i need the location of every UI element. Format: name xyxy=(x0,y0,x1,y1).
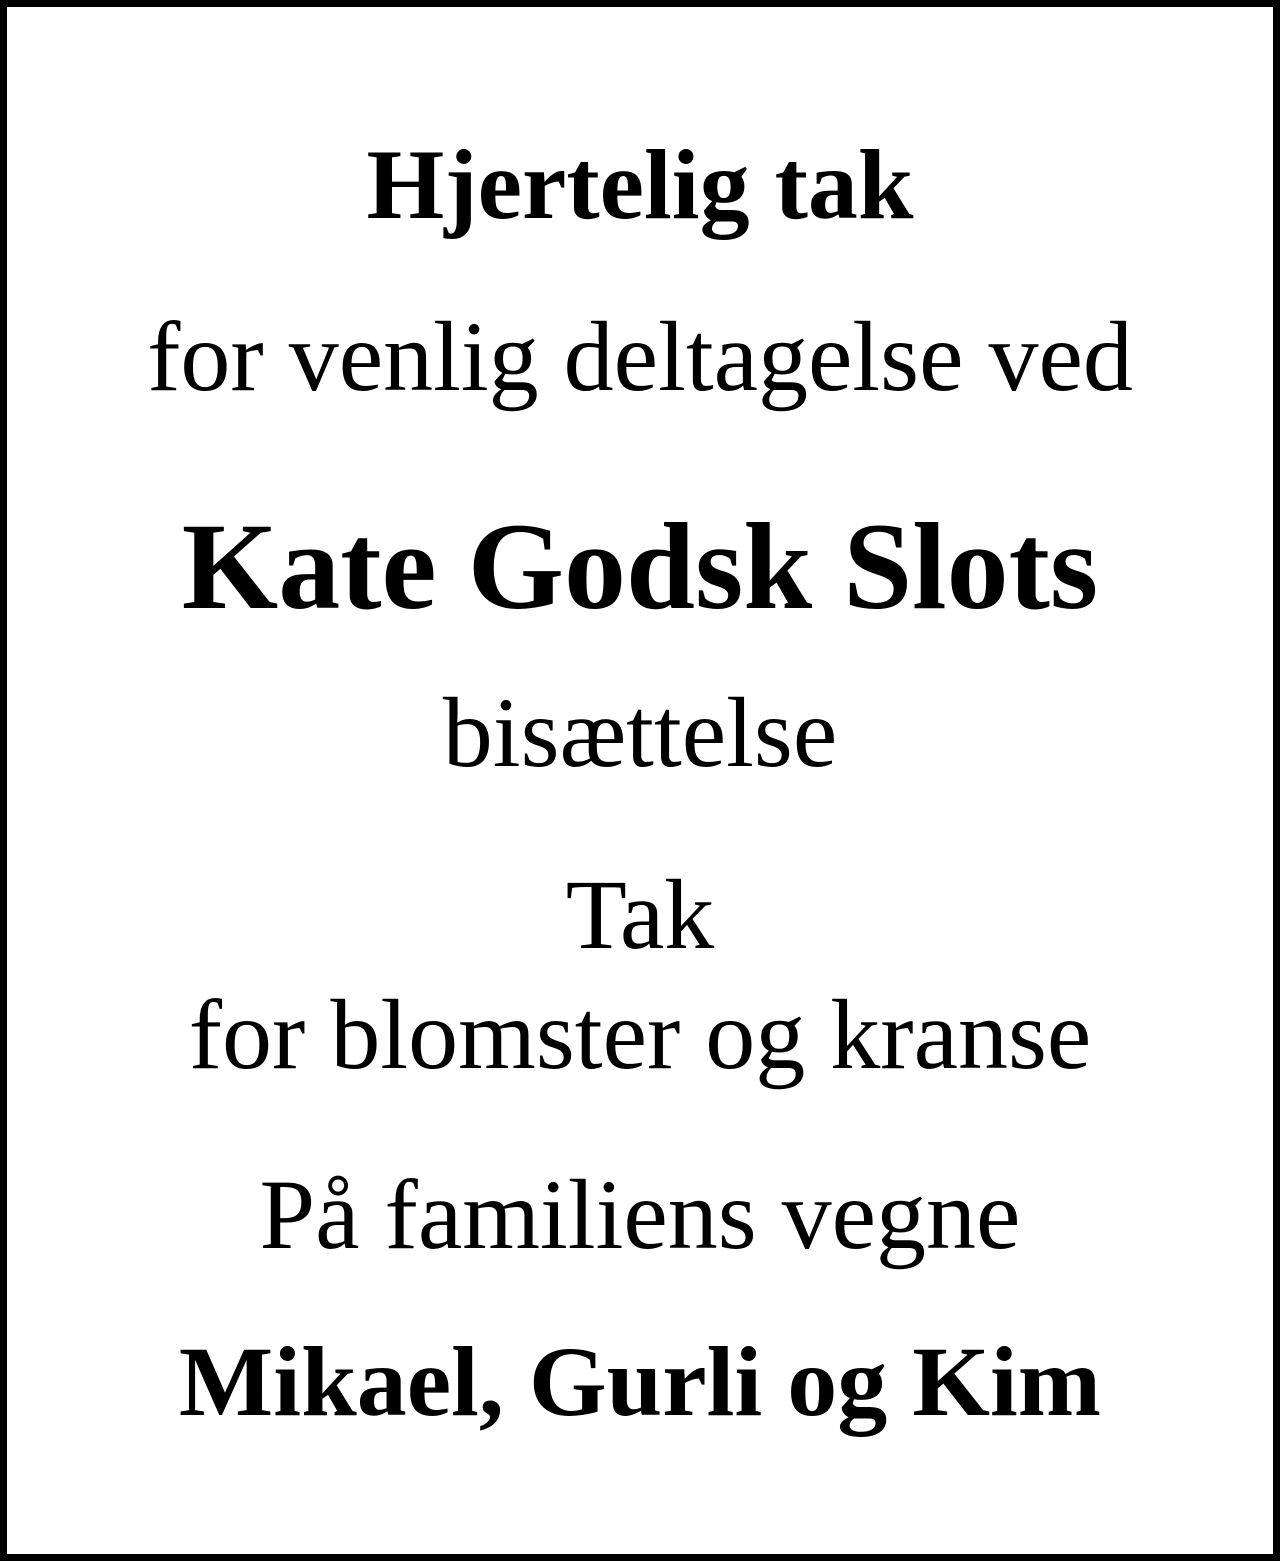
on-behalf-text: På familiens vegne xyxy=(259,1159,1021,1270)
deceased-name: Kate Godsk Slots xyxy=(181,498,1099,635)
ceremony-type: bisættelse xyxy=(442,677,838,788)
thanks-word: Tak xyxy=(565,859,715,970)
notice-heading: Hjertelig tak xyxy=(366,129,914,240)
signers-names: Mikael, Gurli og Kim xyxy=(178,1326,1102,1437)
notice-intro-text: for venlig deltagelse ved xyxy=(147,301,1133,412)
thanks-detail: for blomster og kranse xyxy=(188,979,1092,1090)
